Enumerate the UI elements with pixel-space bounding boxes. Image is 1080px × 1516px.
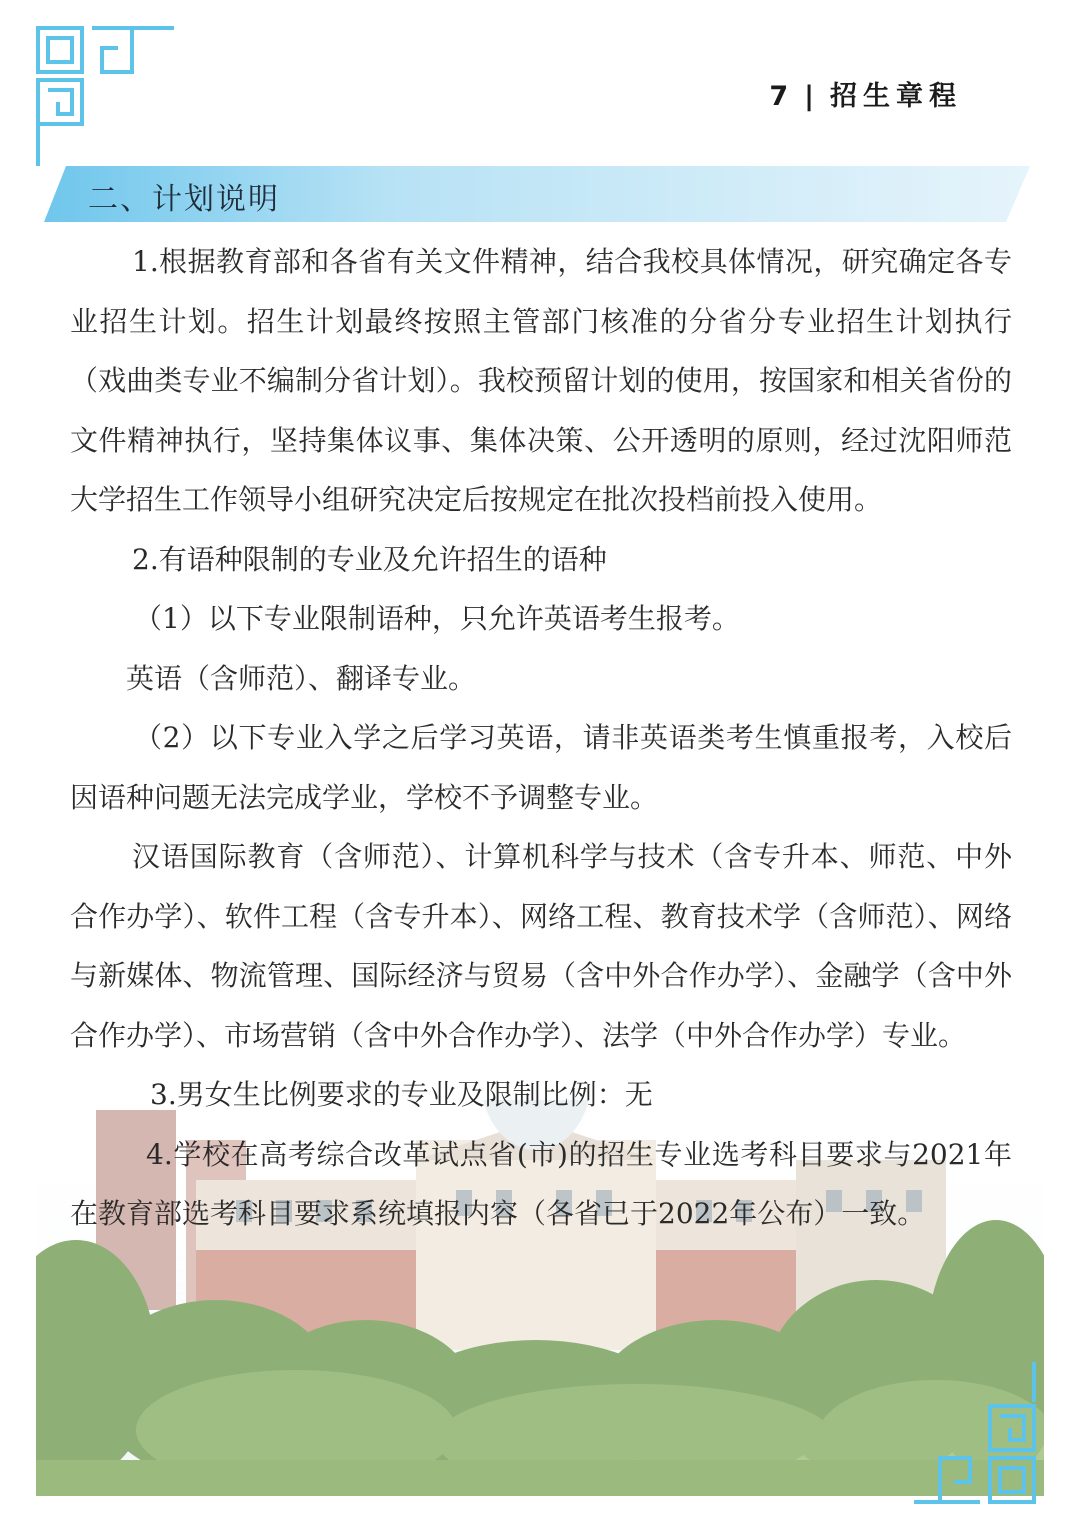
page-number: 7: [769, 81, 795, 112]
paragraph-language-restriction-heading: 2.有语种限制的专业及允许招生的语种: [132, 542, 607, 576]
section-title: 二、计划说明: [88, 182, 280, 217]
main-content: [70, 232, 1012, 1244]
paragraph-subject-requirements: 4.学校在高考综合改革试点省(市)的招生专业选考科目要求与2021年在教育部选考科目要求系统填报内容（各省已于2022年公布）一致。: [70, 1137, 1012, 1230]
paragraph-plan-basis: 1.根据教育部和各省有关文件精神，结合我校具体情况，研究确定各专业招生计划。招生计划最终按照主管部门核准的分省分专业招生计划执行（戏曲类专业不编制分省计划）。我校预留计划的使用，按国家和相关省份的文件精神执行，坚持集体议事、集体决策、公开透明的原则，经过沈阳师范大学招生工作领导小组研究决定后按规定在批次投档前投入使用。: [70, 245, 1012, 516]
section-banner: [44, 166, 1030, 222]
corner-ornament-bottom-right: [914, 1362, 1044, 1512]
page-header: [769, 74, 962, 113]
chapter-title: 招生章程: [830, 81, 962, 112]
paragraph-english-study-majors: 汉语国际教育（含师范）、计算机科学与技术（含专升本、师范、中外合作办学）、软件工程（含专升本）、网络工程、教育技术学（含师范）、网络与新媒体、物流管理、国际经济与贸易（含中外合作办学）、金融学（含中外合作办学）、市场营销（含中外合作办学）、法学（中外合作办学）专业。: [70, 840, 1012, 1052]
paragraph-english-majors: 英语（含师范）、翻译专业。: [126, 661, 477, 695]
paragraph-gender-ratio: 3.男女生比例要求的专业及限制比例：无: [150, 1078, 653, 1111]
paragraph-english-only: （1）以下专业限制语种，只允许英语考生报考。: [134, 602, 740, 635]
corner-ornament-top-left: [22, 14, 182, 174]
header-separator: |: [804, 81, 820, 112]
paragraph-english-study-warning: （2）以下专业入学之后学习英语，请非英语类考生慎重报考，入校后因语种问题无法完成学业，学校不予调整专业。: [70, 721, 1012, 814]
